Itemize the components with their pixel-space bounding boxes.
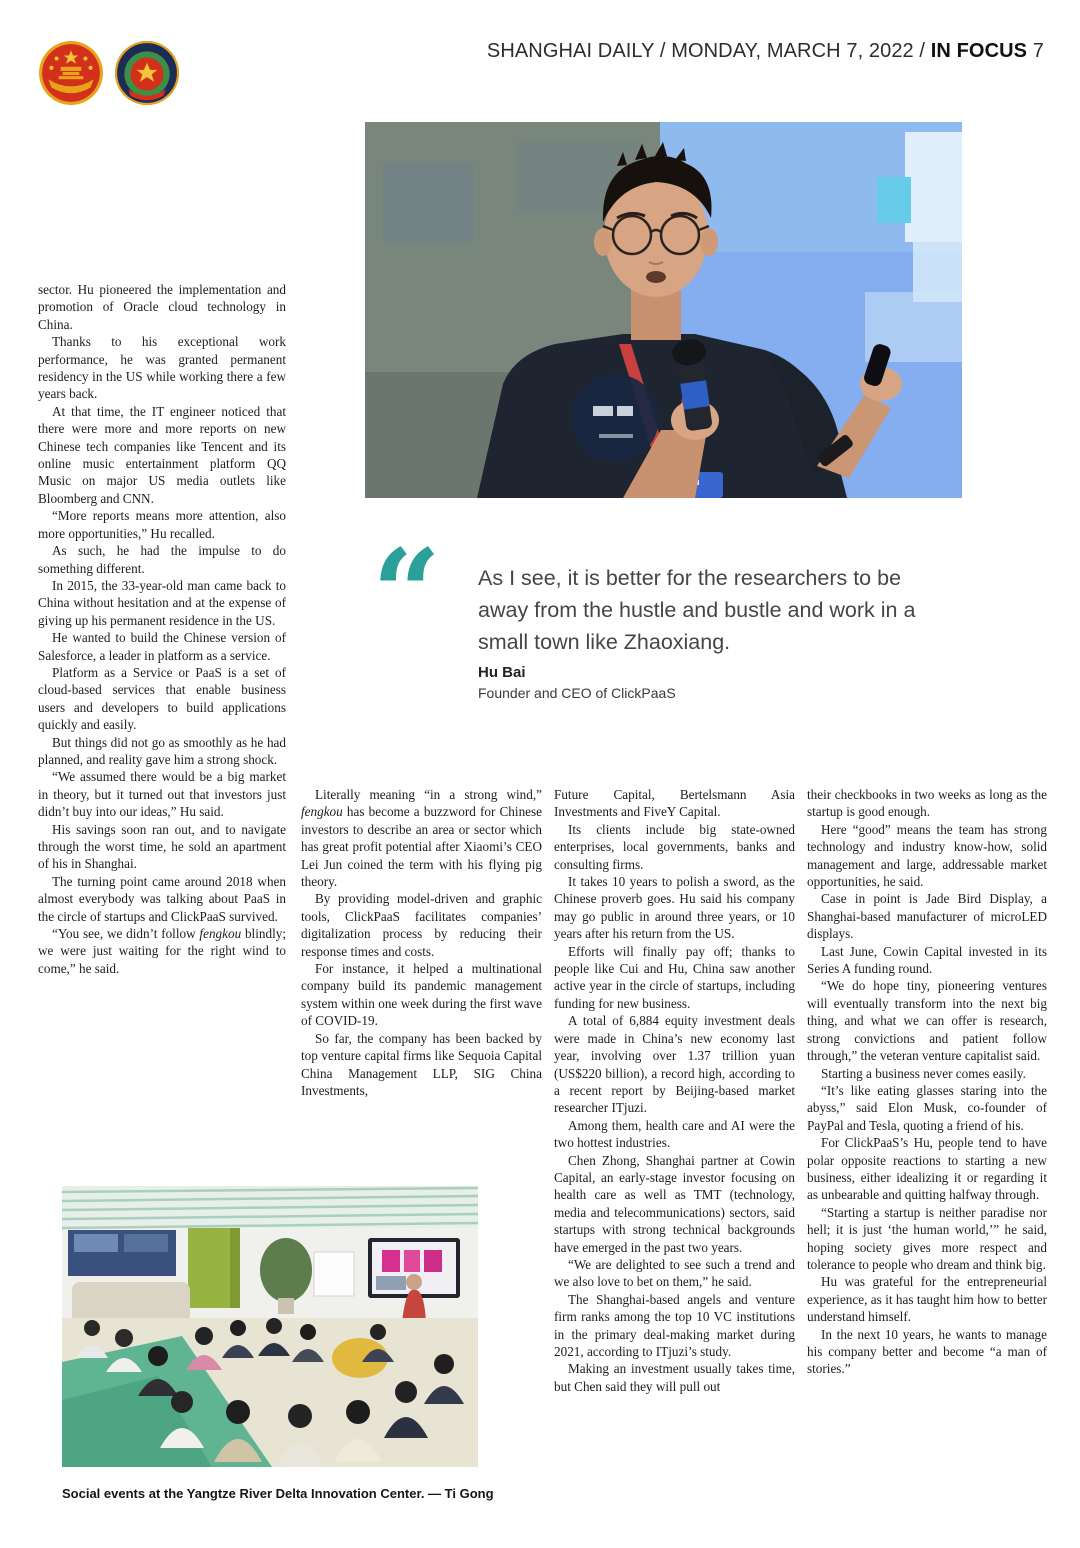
article-paragraph: The Shanghai-based angels and venture firm ranks among the top 10 VC institutions in the primary deal-making market during 2021, according to ITjuzi’s study. [554,1291,795,1359]
photo-caption: Social events at the Yangtze River Delta Innovation Center. — Ti Gong [62,1486,494,1501]
article-paragraph: Starting a business never comes easily. [821,1065,1026,1081]
article-paragraph: In the next 10 years, he wants to manage his company better and become “a man of stories.” [807,1326,1047,1377]
article-paragraph: “We are delighted to see such a trend and we also love to bet on them,” he said. [554,1256,795,1290]
article-paragraph: their checkbooks in two weeks as long as the startup is good enough. [807,787,1047,820]
article-paragraph: Its clients include big state-owned enterprises, local governments, banks and consulting firms. [554,821,795,872]
article-paragraph: As such, he had the impulse to do something different. [38,543,286,576]
article-paragraph: sector. Hu pioneered the implementation and promotion of Oracle cloud technology in China. [38,282,286,332]
article-paragraph: “We assumed there would be a big market in theory, but it turned out that investors just didn’t buy into our ideas,” Hu said. [38,769,286,820]
article-column-2 [301,786,542,1148]
article-paragraph: Making an investment usually takes time, but Chen said they will pull out [554,1361,795,1394]
article-paragraph: Among them, health care and AI were the two hottest industries. [554,1117,795,1151]
article-paragraph: Thanks to his exceptional work performance, he was granted permanent residency in the US while working there a few years back. [38,334,286,402]
article-paragraph: Chen Zhong, Shanghai partner at Cowin Capital, an early-stage investor focusing on health care as well as TMT (technology, media and telecommunications) sectors, said startups with strong technical backgrounds have emerged in the past two years. [554,1152,795,1255]
article-paragraph: So far, the company has been backed by top venture capital firms like Sequoia Capital China Management LLP, SIG China Investments, [301,1030,542,1098]
masthead-section: IN FOCUS [930,40,1028,62]
quote-text: As I see, it is better for the researchers to be away from the hustle and bustle and work in a small town like Zhaoxiang. [478,566,916,654]
article-paragraph: For instance, it helped a multinational company build its pandemic management system within one week during the first wave of COVID-19. [301,961,542,1029]
masthead-page-number: 7 [1027,40,1044,62]
article-paragraph: In 2015, the 33-year-old man came back to China without hesitation and at the expense of giving up his permanent residence in the US. [38,577,286,628]
quotation-mark-icon: “ [372,523,434,664]
article-column-3 [554,786,795,1538]
pull-quote [366,523,1006,726]
article-paragraph: “It’s like eating glasses staring into the abyss,” said Elon Musk, co-founder of PayPal and Tesla, quoting a friend of his. [807,1082,1047,1133]
article-column-1 [38,281,286,1141]
article-paragraph: “Starting a startup is neither paradise nor hell; it is just ‘the human world,’” he said, hoping society gives more respect and tolerance to people who dream and think big. [807,1204,1047,1272]
article-paragraph: By providing model-driven and graphic tools, ClickPaaS facilitates companies’ digitalization process by reducing their response times and costs. [301,891,542,959]
article-paragraph: “We do hope tiny, pioneering ventures will eventually transform into the next big thing, and what we can offer is research, strong convictions and patient follow through,” the veteran venture capitalist said. [807,978,1047,1064]
quote-author: Hu Bai [478,664,526,681]
article-paragraph: Efforts will finally pay off; thanks to people like Cui and Hu, China saw another active year in the circle of startups, including funding for new business. [554,943,795,1011]
emblem-row [38,40,180,106]
article-paragraph: Here “good” means the team has strong technology and industry know-how, solid management and large, addressable market opportunities, he said. [807,821,1047,890]
article-paragraph: Last June, Cowin Capital invested in its Series A funding round. [807,943,1047,977]
article-paragraph: Future Capital, Bertelsmann Asia Investments and FiveY Capital. [554,787,795,820]
article-paragraph: “More reports means more attention, also more opportunities,” Hu recalled. [38,508,286,541]
article-paragraph: It takes 10 years to polish a sword, as the Chinese proverb goes. Hu said his company may go public in around three years, or 10 years after his return from the US. [554,874,795,942]
article-column-4 [807,786,1047,1538]
masthead-date: SHANGHAI DAILY / MONDAY, MARCH 7, 2022 / [486,40,931,62]
article-paragraph: Case in point is Jade Bird Display, a Shanghai-based manufacturer of microLED displays. [807,891,1047,942]
china-national-emblem-icon [38,40,104,106]
social-event-photo [62,1186,478,1467]
quote-author-title: Founder and CEO of ClickPaaS [478,685,676,701]
article-paragraph: A total of 6,884 equity investment deals were made in China’s new economy last year, involving over 1.37 trillion yuan (US$220 billion), a record high, according to a recent report by Beijing-based market researcher ITjuzi. [554,1013,795,1116]
article-paragraph: “You see, we didn’t follow fengkou blindly; we were just waiting for the right wind to come,” he said. [38,926,286,976]
masthead [487,40,1044,63]
speaker-photo [365,122,962,498]
article-paragraph: He wanted to build the Chinese version of Salesforce, a leader in platform as a service. [38,630,286,663]
article-paragraph: At that time, the IT engineer noticed that there were more and more reports on new Chinese tech companies like Tencent and its online music entertainment platform QQ Music on major US media outlets like Bloomberg and CNN. [38,403,286,506]
article-paragraph: But things did not go as smoothly as he had planned, and reality gave him a strong shock. [38,734,286,767]
article-paragraph: Hu was grateful for the entrepreneurial experience, as it has taught him how to better understand himself. [807,1274,1047,1325]
cppcc-emblem-icon [114,40,180,106]
article-paragraph: The turning point came around 2018 when almost everybody was talking about PaaS in the circle of startups and ClickPaaS survived. [38,873,286,924]
article-paragraph: Literally meaning “in a strong wind,” fengkou has become a buzzword for Chinese investors to describe an area or sector which has great profit potential after Xiaomi’s CEO Lei Jun coined the term with his flying pig theory. [301,787,542,890]
article-paragraph: His savings soon ran out, and to navigate through the worst time, he sold an apartment of his in Shanghai. [38,821,286,872]
article-paragraph: For ClickPaaS’s Hu, people tend to have polar opposite reactions to starting a new business, either idealizing it or regarding it as unbearable and quitting halfway through. [807,1135,1047,1203]
article-paragraph: Platform as a Service or PaaS is a set of cloud-based services that enable business users and developers to build applications quickly and easily. [38,664,286,733]
